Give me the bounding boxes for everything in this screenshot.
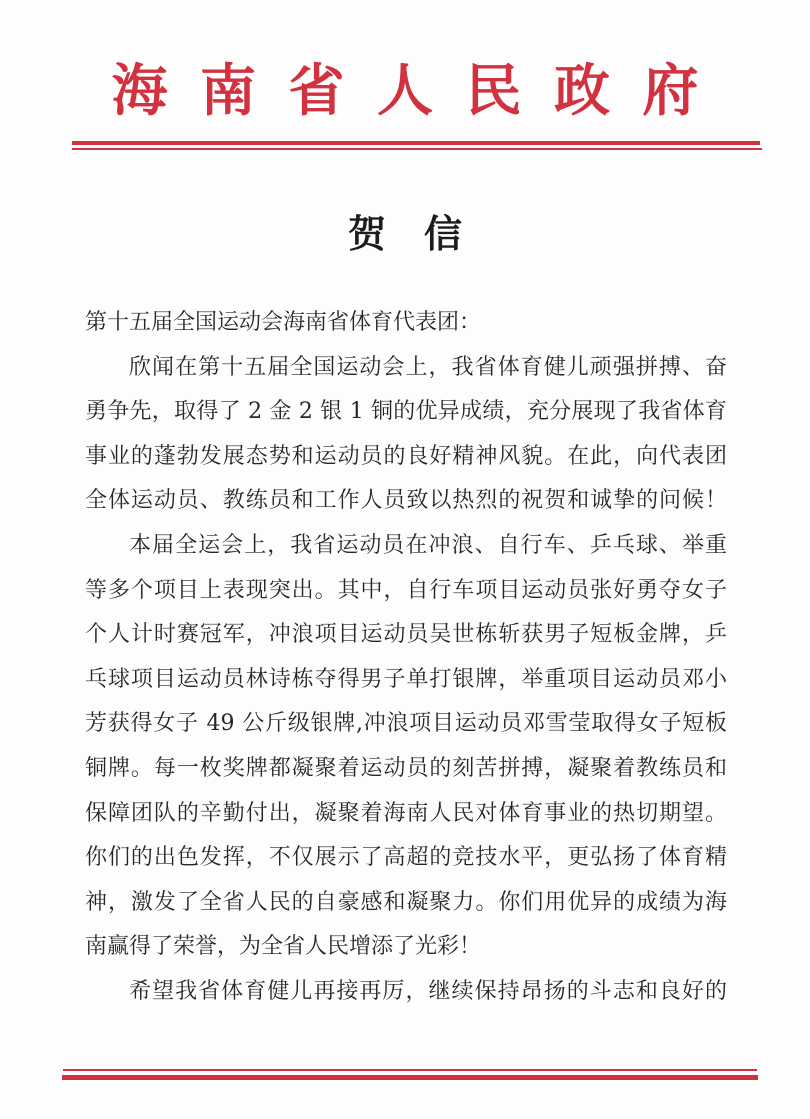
body-line: 乓球项目运动员林诗栋夺得男子单打银牌，举重项目运动员邓小 [85,666,727,692]
letterhead-org-name: 海南省人民政府 [111,58,731,124]
body-line: 南赢得了荣誉，为全省人民增添了光彩！ [85,934,482,960]
body-line: 本届全运会上，我省运动员在冲浪、自行车、乒乓球、举重 [129,532,727,558]
body-line: 全体运动员、教练员和工作人员致以热烈的祝贺和诚挚的问候！ [85,488,727,514]
letterhead-rule-thick [72,141,760,145]
body-line: 神，激发了全省人民的自豪感和凝聚力。你们用优异的成绩为海 [85,889,727,915]
body-line: 保障团队的辛勤付出，凝聚着海南人民对体育事业的热切期望。 [85,800,727,826]
body-line: 希望我省体育健儿再接再厉，继续保持昂扬的斗志和良好的 [129,978,727,1004]
body-line: 你们的出色发挥，不仅展示了高超的竞技水平，更弘扬了体育精 [85,845,727,871]
body-line: 个人计时赛冠军，冲浪项目运动员吴世栋斩获男子短板金牌，乒 [85,622,727,648]
footer-rule-thin [63,1069,757,1071]
footer-rule-thick [62,1075,758,1080]
body-line: 事业的蓬勃发展态势和运动员的良好精神风貌。在此，向代表团 [85,443,727,469]
body-line: 欣闻在第十五届全国运动会上，我省体育健儿顽强拼搏、奋 [129,354,727,380]
body-line: 等多个项目上表现突出。其中，自行车项目运动员张好勇夺女子 [85,577,727,603]
body-line: 铜牌。每一枚奖牌都凝聚着运动员的刻苦拼搏，凝聚着教练员和 [85,755,727,781]
letterhead-rule-thin [72,148,762,150]
letter-body [85,301,727,1015]
body-line: 勇争先，取得了 2 金 2 银 1 铜的优异成绩，充分展现了我省体育 [85,399,727,425]
body-line: 芳获得女子 49 公斤级银牌,冲浪项目运动员邓雪莹取得女子短板 [85,711,727,737]
document-title: 贺 信 [347,211,462,256]
salutation-line: 第十五届全国运动会海南省体育代表团： [85,310,482,335]
